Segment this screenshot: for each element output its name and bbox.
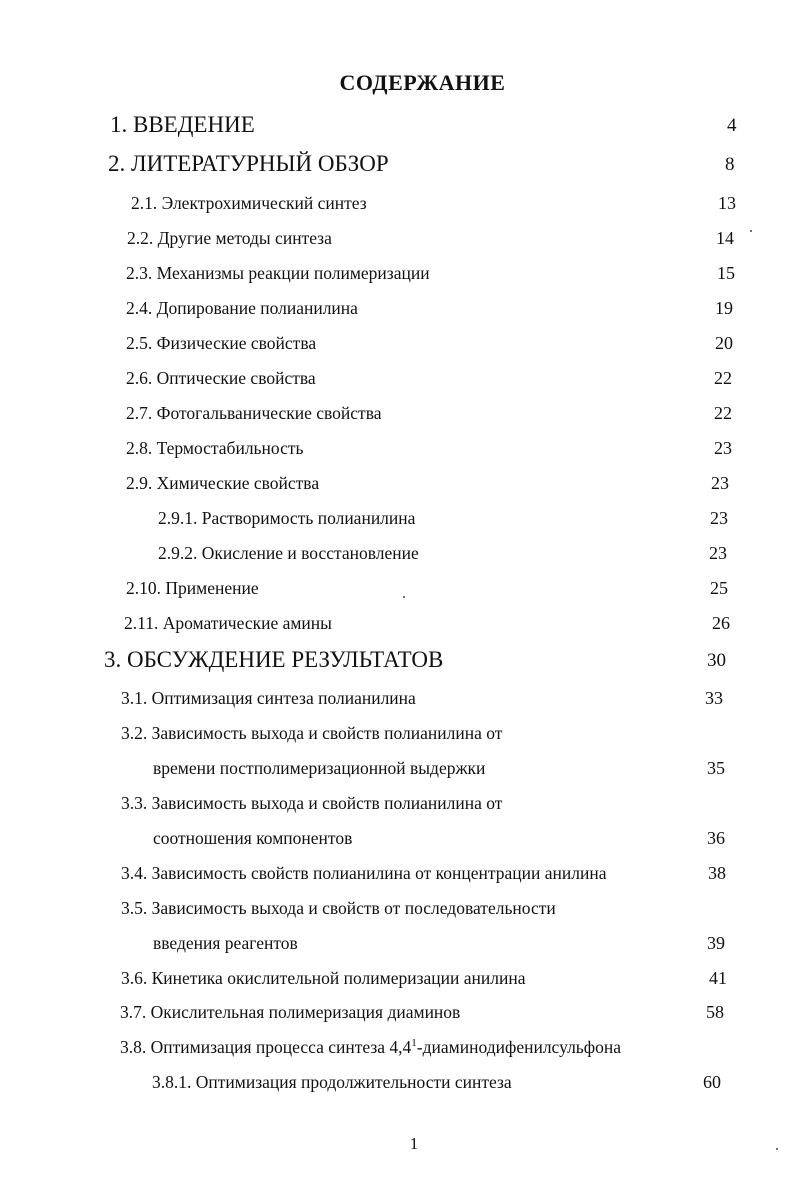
toc-page-number: 8 [725,154,735,175]
toc-entry-continuation: времени постполимеризационной выдержки [153,758,486,778]
page-title: СОДЕРЖАНИЕ [339,70,506,95]
toc-page-number: 20 [715,333,733,353]
toc-page-number: 13 [718,193,736,213]
toc-page-number: 14 [716,228,734,248]
toc-entry-continuation: соотношения компонентов [153,828,353,848]
toc-entry: 2.4. Допирование полианилина [126,298,358,318]
toc-entry-text: 3.8. Оптимизация процесса синтеза 4,4 [120,1037,412,1057]
toc-page-number: 36 [707,828,725,848]
toc-entry: 3.2. Зависимость выхода и свойств полианилина от [121,723,503,743]
toc-entry: 3.4. Зависимость свойств полианилина от концентрации анилина [121,863,607,883]
toc-page-number: 23 [714,438,732,458]
scan-speck [750,230,752,232]
toc-page-number: 22 [714,403,732,423]
toc-entry: 3.5. Зависимость выхода и свойств от последовательности [121,898,556,918]
toc-entry: 3.8.1. Оптимизация продолжительности синтеза [152,1072,512,1092]
toc-entry-continuation: введения реагентов [153,933,298,953]
toc-page-number: 38 [708,863,726,883]
toc-page-number: 23 [710,508,728,528]
toc-entry: 2.11. Ароматические амины [124,613,332,633]
toc-page-number: 60 [703,1072,721,1092]
page-number-footer: 1 [409,1134,419,1153]
toc-entry: 2.9.1. Растворимость полианилина [158,508,416,528]
toc-entry-introduction: 1. ВВЕДЕНИЕ [110,112,255,137]
toc-entry: 2.9. Химические свойства [126,473,320,493]
toc-entry: 3.7. Окислительная полимеризация диаминов [120,1002,461,1022]
toc-entry: 2.5. Физические свойства [126,333,317,353]
superscript: 1 [411,1037,417,1050]
toc-entry: 2.10. Применение [126,578,259,598]
toc-page-number: 30 [707,650,726,671]
toc-page-number: 39 [707,933,725,953]
toc-entry: 3.6. Кинетика окислительной полимеризации анилина [121,968,526,988]
toc-page-number: 15 [717,263,735,283]
toc-page-number: 35 [707,758,725,778]
toc-entry: 2.3. Механизмы реакции полимеризации [126,263,430,283]
toc-entry [120,1037,621,1058]
toc-entry: 3.3. Зависимость выхода и свойств полианилина от [121,793,503,813]
toc-page-number: 26 [712,613,730,633]
toc-page-number: 19 [715,298,733,318]
toc-entry: 2.1. Электрохимический синтез [131,193,367,213]
toc-page-number: 58 [706,1002,724,1022]
toc-page-number: 22 [714,368,732,388]
toc-page-number: 23 [709,543,727,563]
scan-speck [403,596,405,598]
toc-page-number: 25 [710,578,728,598]
toc-page-number: 4 [727,115,737,136]
toc-page-number: 33 [705,688,723,708]
toc-entry-text-tail: -диаминодифенилсульфона [416,1037,622,1057]
toc-entry: 2.6. Оптические свойства [126,368,316,388]
toc-entry-literature-review: 2. ЛИТЕРАТУРНЫЙ ОБЗОР [108,151,389,176]
toc-entry: 2.8. Термостабильность [126,438,304,458]
toc-page-number: 41 [709,968,727,988]
toc-page-number: 23 [711,473,729,493]
toc-entry: 2.9.2. Окисление и восстановление [158,543,419,563]
toc-entry: 2.2. Другие методы синтеза [127,228,332,248]
toc-entry: 3.1. Оптимизация синтеза полианилина [121,688,416,708]
toc-entry-results-discussion: 3. ОБСУЖДЕНИЕ РЕЗУЛЬТАТОВ [104,647,444,672]
toc-entry: 2.7. Фотогальванические свойства [126,403,382,423]
